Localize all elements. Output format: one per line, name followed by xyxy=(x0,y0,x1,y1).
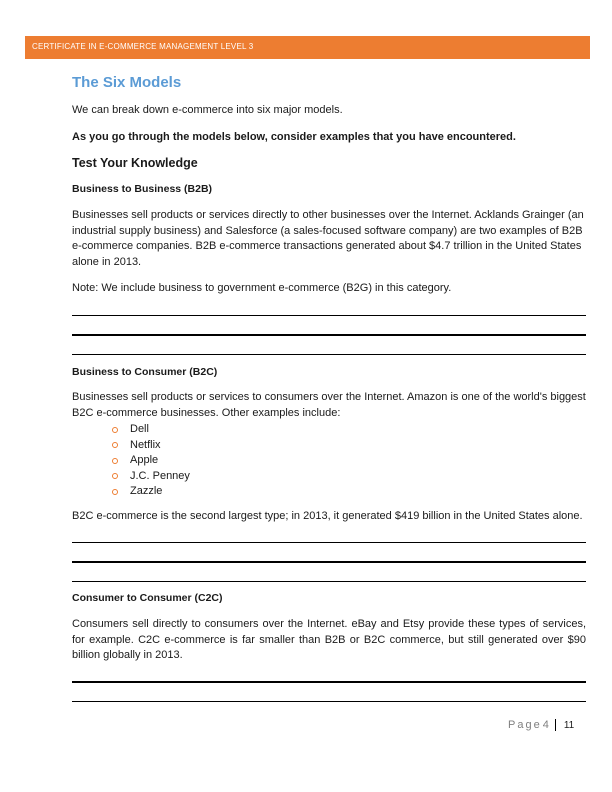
list-item: Zazzle xyxy=(112,484,190,500)
c2c-text: Consumers sell directly to consumers over the Internet. eBay and Etsy provide these types of services, for example. C2C e-commerce is far smaller than B2B or B2C commerce, but still generated over $90 billion globally in 2013. xyxy=(72,618,586,662)
total-pages: 11 xyxy=(563,719,575,731)
list-item: Apple xyxy=(112,453,190,469)
answer-line[interactable] xyxy=(72,542,586,543)
b2b-note: Note: We include business to government e-commerce (B2G) in this category. xyxy=(72,282,452,294)
answer-line[interactable] xyxy=(72,334,586,336)
answer-line[interactable] xyxy=(72,315,586,316)
knowledge-heading: Test Your Knowledge xyxy=(72,156,198,170)
answer-line[interactable] xyxy=(72,561,586,563)
b2b-text: Businesses sell products or services directly to other businesses over the Internet. Acklands Grainger (an industrial supply business) and Salesforce (a sales-focused software company) are two examples of B2B e-commerce companies. B2B e-commerce transactions generated about $4.7 trillion in the United States alone in 2013. xyxy=(72,209,584,268)
list-item: Netflix xyxy=(112,438,190,454)
answer-line[interactable] xyxy=(72,581,586,582)
answer-line[interactable] xyxy=(72,701,586,702)
c2c-heading: Consumer to Consumer (C2C) xyxy=(72,592,223,604)
circle-bullet-icon xyxy=(112,473,118,479)
circle-bullet-icon xyxy=(112,489,118,495)
header-band xyxy=(25,36,590,59)
page-heading: The Six Models xyxy=(72,74,182,91)
b2c-heading: Business to Consumer (B2C) xyxy=(72,366,218,378)
b2b-heading: Business to Business (B2B) xyxy=(72,183,213,195)
b2c-text: Businesses sell products or services to consumers over the Internet. Amazon is one of the world's biggest B2C e-commerce businesses. Other examples include: xyxy=(72,391,586,419)
page-footer xyxy=(508,719,574,731)
answer-line[interactable] xyxy=(72,681,586,683)
list-item: Dell xyxy=(112,422,190,438)
header-title: CERTIFICATE IN E-COMMERCE MANAGEMENT LEVEL 3 xyxy=(32,42,254,51)
b2c-summary: B2C e-commerce is the second largest type; in 2013, it generated $419 billion in the United States alone. xyxy=(72,510,583,522)
list-item: J.C. Penney xyxy=(112,469,190,485)
page-number: 4 xyxy=(542,719,549,731)
circle-bullet-icon xyxy=(112,442,118,448)
circle-bullet-icon xyxy=(112,427,118,433)
instruction-text: As you go through the models below, consider examples that you have encountered. xyxy=(72,131,516,143)
intro-text: We can break down e-commerce into six major models. xyxy=(72,104,343,116)
circle-bullet-icon xyxy=(112,458,118,464)
page-label: Page xyxy=(508,719,542,731)
b2c-examples-list xyxy=(112,422,190,500)
footer-divider xyxy=(555,719,556,731)
answer-line[interactable] xyxy=(72,354,586,355)
